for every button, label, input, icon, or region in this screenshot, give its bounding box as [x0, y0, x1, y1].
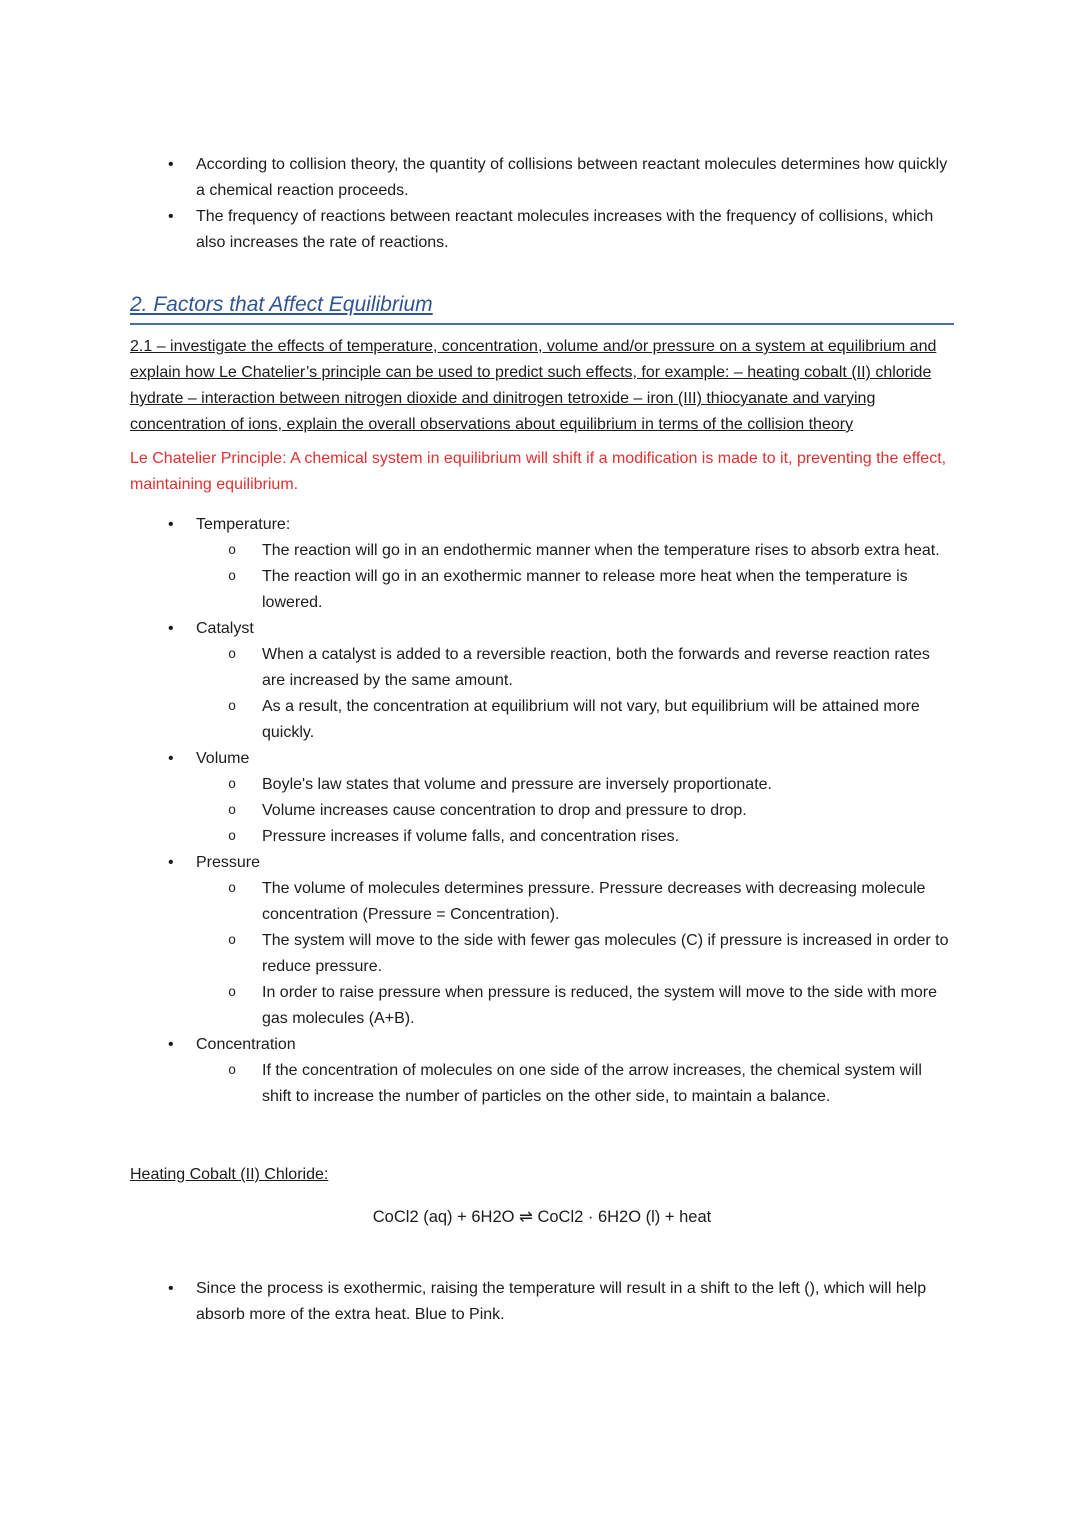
factor-item-temperature: [130, 512, 954, 616]
list-item: • The frequency of reactions between reactant molecules increases with the frequency of collisions, which also increases the rate of reactions.: [130, 204, 954, 256]
factor-point: o Boyle's law states that volume and pressure are inversely proportionate.: [196, 772, 954, 798]
factor-item-catalyst: [130, 616, 954, 746]
factor-point: o When a catalyst is added to a reversible reaction, both the forwards and reverse reaction rates are increased by the same amount.: [196, 642, 954, 694]
section-heading-text: 2. Factors that Affect Equilibrium: [130, 293, 433, 316]
factor-sublist: [196, 1058, 954, 1110]
note-bullet-list: [130, 1276, 954, 1328]
section-heading: [130, 292, 954, 325]
factor-point: o If the concentration of molecules on one side of the arrow increases, the chemical system will shift to increase the number of particles on the other side, to maintain a balance.: [196, 1058, 954, 1110]
le-chatelier-principle-text: Le Chatelier Principle: A chemical system in equilibrium will shift if a modification is made to it, preventing the effect, maintaining equilibrium.: [130, 450, 947, 493]
factor-label: • Catalyst: [196, 620, 254, 637]
list-item: • Since the process is exothermic, raising the temperature will result in a shift to the left (), which will help absorb more of the extra heat. Blue to Pink.: [130, 1276, 954, 1328]
factor-label: • Volume: [196, 750, 250, 767]
factor-point: o Pressure increases if volume falls, and concentration rises.: [196, 824, 954, 850]
factor-sublist: [196, 538, 954, 616]
factor-item-volume: [130, 746, 954, 850]
factor-point: o In order to raise pressure when pressure is reduced, the system will move to the side with more gas molecules (A+B).: [196, 980, 954, 1032]
factor-item-concentration: [130, 1032, 954, 1110]
factor-point: o The system will move to the side with fewer gas molecules (C) if pressure is increased in order to reduce pressure.: [196, 928, 954, 980]
factor-point: o As a result, the concentration at equilibrium will not vary, but equilibrium will be attained more quickly.: [196, 694, 954, 746]
factor-sublist: [196, 772, 954, 850]
list-item: • According to collision theory, the quantity of collisions between reactant molecules determines how quickly a chemical reaction proceeds.: [130, 152, 954, 204]
syllabus-outcome-text: 2.1 – investigate the effects of temperature, concentration, volume and/or pressure on a system at equilibrium and explain how Le Chatelier’s principle can be used to predict such effects, for example: – heating cobalt (II) chloride hydrate – interaction between nitrogen dioxide and dinitrogen tetroxide – iron (III) thiocyanate and varying concentration of ions, explain the overall observations about equilibrium in terms of the collision theory: [130, 338, 937, 433]
factor-sublist: [196, 876, 954, 1032]
factor-label: • Pressure: [196, 854, 261, 871]
factor-label: • Concentration: [196, 1036, 296, 1053]
intro-bullet-list: [130, 152, 954, 256]
factors-list: [130, 512, 954, 1110]
factor-sublist: [196, 642, 954, 746]
factor-point: o The reaction will go in an endothermic manner when the temperature rises to absorb extra heat.: [196, 538, 954, 564]
factor-point: o The volume of molecules determines pressure. Pressure decreases with decreasing molecule concentration (Pressure = Concentration).: [196, 876, 954, 928]
factor-point: o Volume increases cause concentration to drop and pressure to drop.: [196, 798, 954, 824]
cobalt-chloride-heading: Heating Cobalt (II) Chloride:: [130, 1166, 329, 1183]
factor-item-pressure: [130, 850, 954, 1032]
chemical-equation: CoCl2 (aq) + 6H2O ⇌ CoCl2 · 6H2O (l) + heat: [372, 1208, 712, 1226]
factor-point: o The reaction will go in an exothermic manner to release more heat when the temperature is lowered.: [196, 564, 954, 616]
factor-label: • Temperature:: [196, 516, 291, 533]
